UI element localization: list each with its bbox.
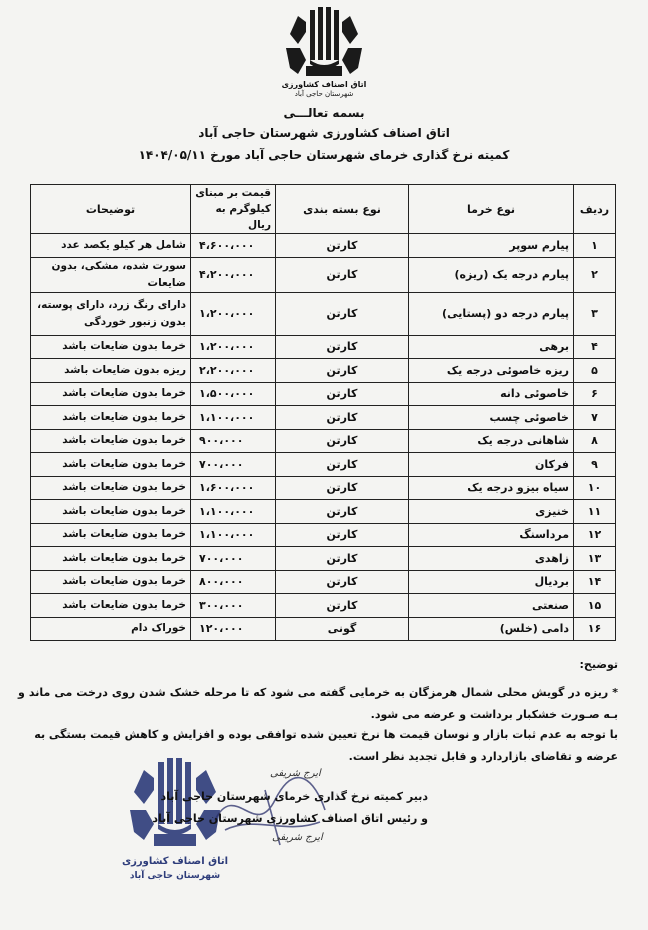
basmala: بسمه تعالـــی [283,106,365,120]
signatory-name-bottom: ایرج شریفی [272,832,323,843]
row-date-type: پیارم درجه یک (ریزه) [409,257,574,292]
price-table [30,184,616,641]
notes-title: توضیح: [579,658,618,671]
row-note: خرما بدون ضایعات باشد [31,476,191,500]
row-price: ۴،۲۰۰،۰۰۰ [191,257,276,292]
logo-caption [268,80,380,99]
row-packaging: کارتن [276,523,409,547]
table-row [31,453,616,477]
row-price: ۱۲۰،۰۰۰ [191,617,276,641]
row-packaging: کارتن [276,547,409,571]
row-price: ۳۰۰،۰۰۰ [191,594,276,618]
row-note: شامل هر کیلو یکصد عدد [31,234,191,258]
table-row [31,257,616,292]
signatory-name-top: ایرج شریفی [270,768,321,779]
table-row [31,234,616,258]
row-price: ۱،۱۰۰،۰۰۰ [191,523,276,547]
header-date-type: نوع خرما [409,185,574,234]
row-packaging: کارتن [276,476,409,500]
row-date-type: بردیال [409,570,574,594]
header-num: ردیف [574,185,616,234]
row-packaging: گونی [276,617,409,641]
row-packaging: کارتن [276,594,409,618]
table-row [31,406,616,430]
organization-name: اتاق اصناف کشاورزی شهرستان حاجی آباد [198,126,450,140]
row-note: سورت شده، مشکی، بدون ضایعات [31,257,191,292]
table-row [31,429,616,453]
row-note: ریزه بدون ضایعات باشد [31,359,191,383]
row-num: ۳ [574,292,616,335]
row-packaging: کارتن [276,453,409,477]
row-price: ۷۰۰،۰۰۰ [191,547,276,571]
row-price: ۷۰۰،۰۰۰ [191,453,276,477]
header-price: قیمت بر مبنای کیلوگرم به ریال [191,185,276,234]
logo-caption-line1: اتاق اصناف کشاورزی [281,80,367,89]
row-price: ۱،۶۰۰،۰۰۰ [191,476,276,500]
row-packaging: کارتن [276,429,409,453]
row-note: خرما بدون ضایعات باشد [31,429,191,453]
row-packaging: کارتن [276,359,409,383]
row-num: ۱۶ [574,617,616,641]
row-note: خرما بدون ضایعات باشد [31,382,191,406]
logo-caption-line2: شهرستان حاجی آباد [294,90,354,98]
table-row [31,292,616,335]
table-row [31,476,616,500]
table-row [31,547,616,571]
row-packaging: کارتن [276,335,409,359]
row-num: ۸ [574,429,616,453]
row-price: ۴،۶۰۰،۰۰۰ [191,234,276,258]
row-num: ۱ [574,234,616,258]
row-packaging: کارتن [276,292,409,335]
row-date-type: فرکان [409,453,574,477]
row-price: ۱،۱۰۰،۰۰۰ [191,406,276,430]
row-date-type: مرداسنگ [409,523,574,547]
row-packaging: کارتن [276,500,409,524]
row-date-type: صنعتی [409,594,574,618]
row-date-type: خاصوئی چسب [409,406,574,430]
note-footnote: * ریزه در گویش محلی شمال هرمزگان به خرمایی گفته می شود که تا مرحله خشک شدن روی درخت می ماند و بـه صـورت خشکبار برداشت و عرضه می شود. [18,686,618,721]
row-price: ۲،۲۰۰،۰۰۰ [191,359,276,383]
table-row [31,500,616,524]
row-packaging: کارتن [276,257,409,292]
row-date-type: خاصوئی دانه [409,382,574,406]
row-packaging: کارتن [276,234,409,258]
table-row [31,335,616,359]
row-note: خرما بدون ضایعات باشد [31,406,191,430]
row-num: ۱۵ [574,594,616,618]
table-row [31,617,616,641]
row-note: خرما بدون ضایعات باشد [31,547,191,571]
row-note: خوراک دام [31,617,191,641]
table-row [31,594,616,618]
table-row [31,570,616,594]
row-price: ۱،۵۰۰،۰۰۰ [191,382,276,406]
row-num: ۴ [574,335,616,359]
header-packaging: نوع بسته بندی [276,185,409,234]
row-note: دارای رنگ زرد، دارای پوسته، بدون زنبور خوردگی [31,292,191,335]
row-num: ۱۴ [574,570,616,594]
seal-caption-line2: شهرستان حاجی آباد [129,871,221,881]
row-num: ۹ [574,453,616,477]
row-note: خرما بدون ضایعات باشد [31,594,191,618]
row-date-type: برهی [409,335,574,359]
row-price: ۱،۱۰۰،۰۰۰ [191,500,276,524]
row-date-type: دامی (خلس) [409,617,574,641]
table-row [31,523,616,547]
row-packaging: کارتن [276,382,409,406]
row-date-type: خنیزی [409,500,574,524]
row-price: ۸۰۰،۰۰۰ [191,570,276,594]
row-price: ۱،۲۰۰،۰۰۰ [191,292,276,335]
seal-caption [112,856,238,881]
row-num: ۱۳ [574,547,616,571]
row-date-type: ریزه خاصوئی درجه یک [409,359,574,383]
row-num: ۶ [574,382,616,406]
row-packaging: کارتن [276,406,409,430]
row-num: ۵ [574,359,616,383]
row-date-type: زاهدی [409,547,574,571]
row-price: ۱،۲۰۰،۰۰۰ [191,335,276,359]
document-title: کمیته نرخ گذاری خرمای شهرستان حاجی آباد مورخ ۱۴۰۴/۰۵/۱۱ [138,148,510,162]
table-row [31,359,616,383]
table-header-row [31,185,616,234]
row-num: ۱۰ [574,476,616,500]
row-packaging: کارتن [276,570,409,594]
row-note: خرما بدون ضایعات باشد [31,570,191,594]
seal-caption-line1: اتاق اصناف کشاورزی [121,856,229,867]
row-date-type: پیارم درجه دو (پستایی) [409,292,574,335]
row-note: خرما بدون ضایعات باشد [31,335,191,359]
row-num: ۱۱ [574,500,616,524]
row-note: خرما بدون ضایعات باشد [31,453,191,477]
table-row [31,382,616,406]
row-date-type: شاهانی درجه یک [409,429,574,453]
row-num: ۱۲ [574,523,616,547]
row-note: خرما بدون ضایعات باشد [31,523,191,547]
row-date-type: پیارم سوپر [409,234,574,258]
header-notes: توضیحات [31,185,191,234]
row-price: ۹۰۰،۰۰۰ [191,429,276,453]
signature-line2: و رئیس اتاق اصناف کشاورزی شهرستان حاجی آباد [152,812,428,825]
signature-line1: دبیر کمیته نرخ گذاری خرمای شهرستان حاجی آباد [160,790,428,803]
row-num: ۷ [574,406,616,430]
agriculture-chamber-logo-icon [276,4,372,84]
row-date-type: سیاه بیزو درجه یک [409,476,574,500]
note-disclaimer: با توجه به عدم ثبات بازار و نوسان قیمت ها نرخ تعیین شده توافقی بوده و افزایش و کاهش قیمت بستگی به عرضه و تقاضای بازاردارد و قابل تجدید نظر است. [34,728,618,763]
row-note: خرما بدون ضایعات باشد [31,500,191,524]
row-num: ۲ [574,257,616,292]
